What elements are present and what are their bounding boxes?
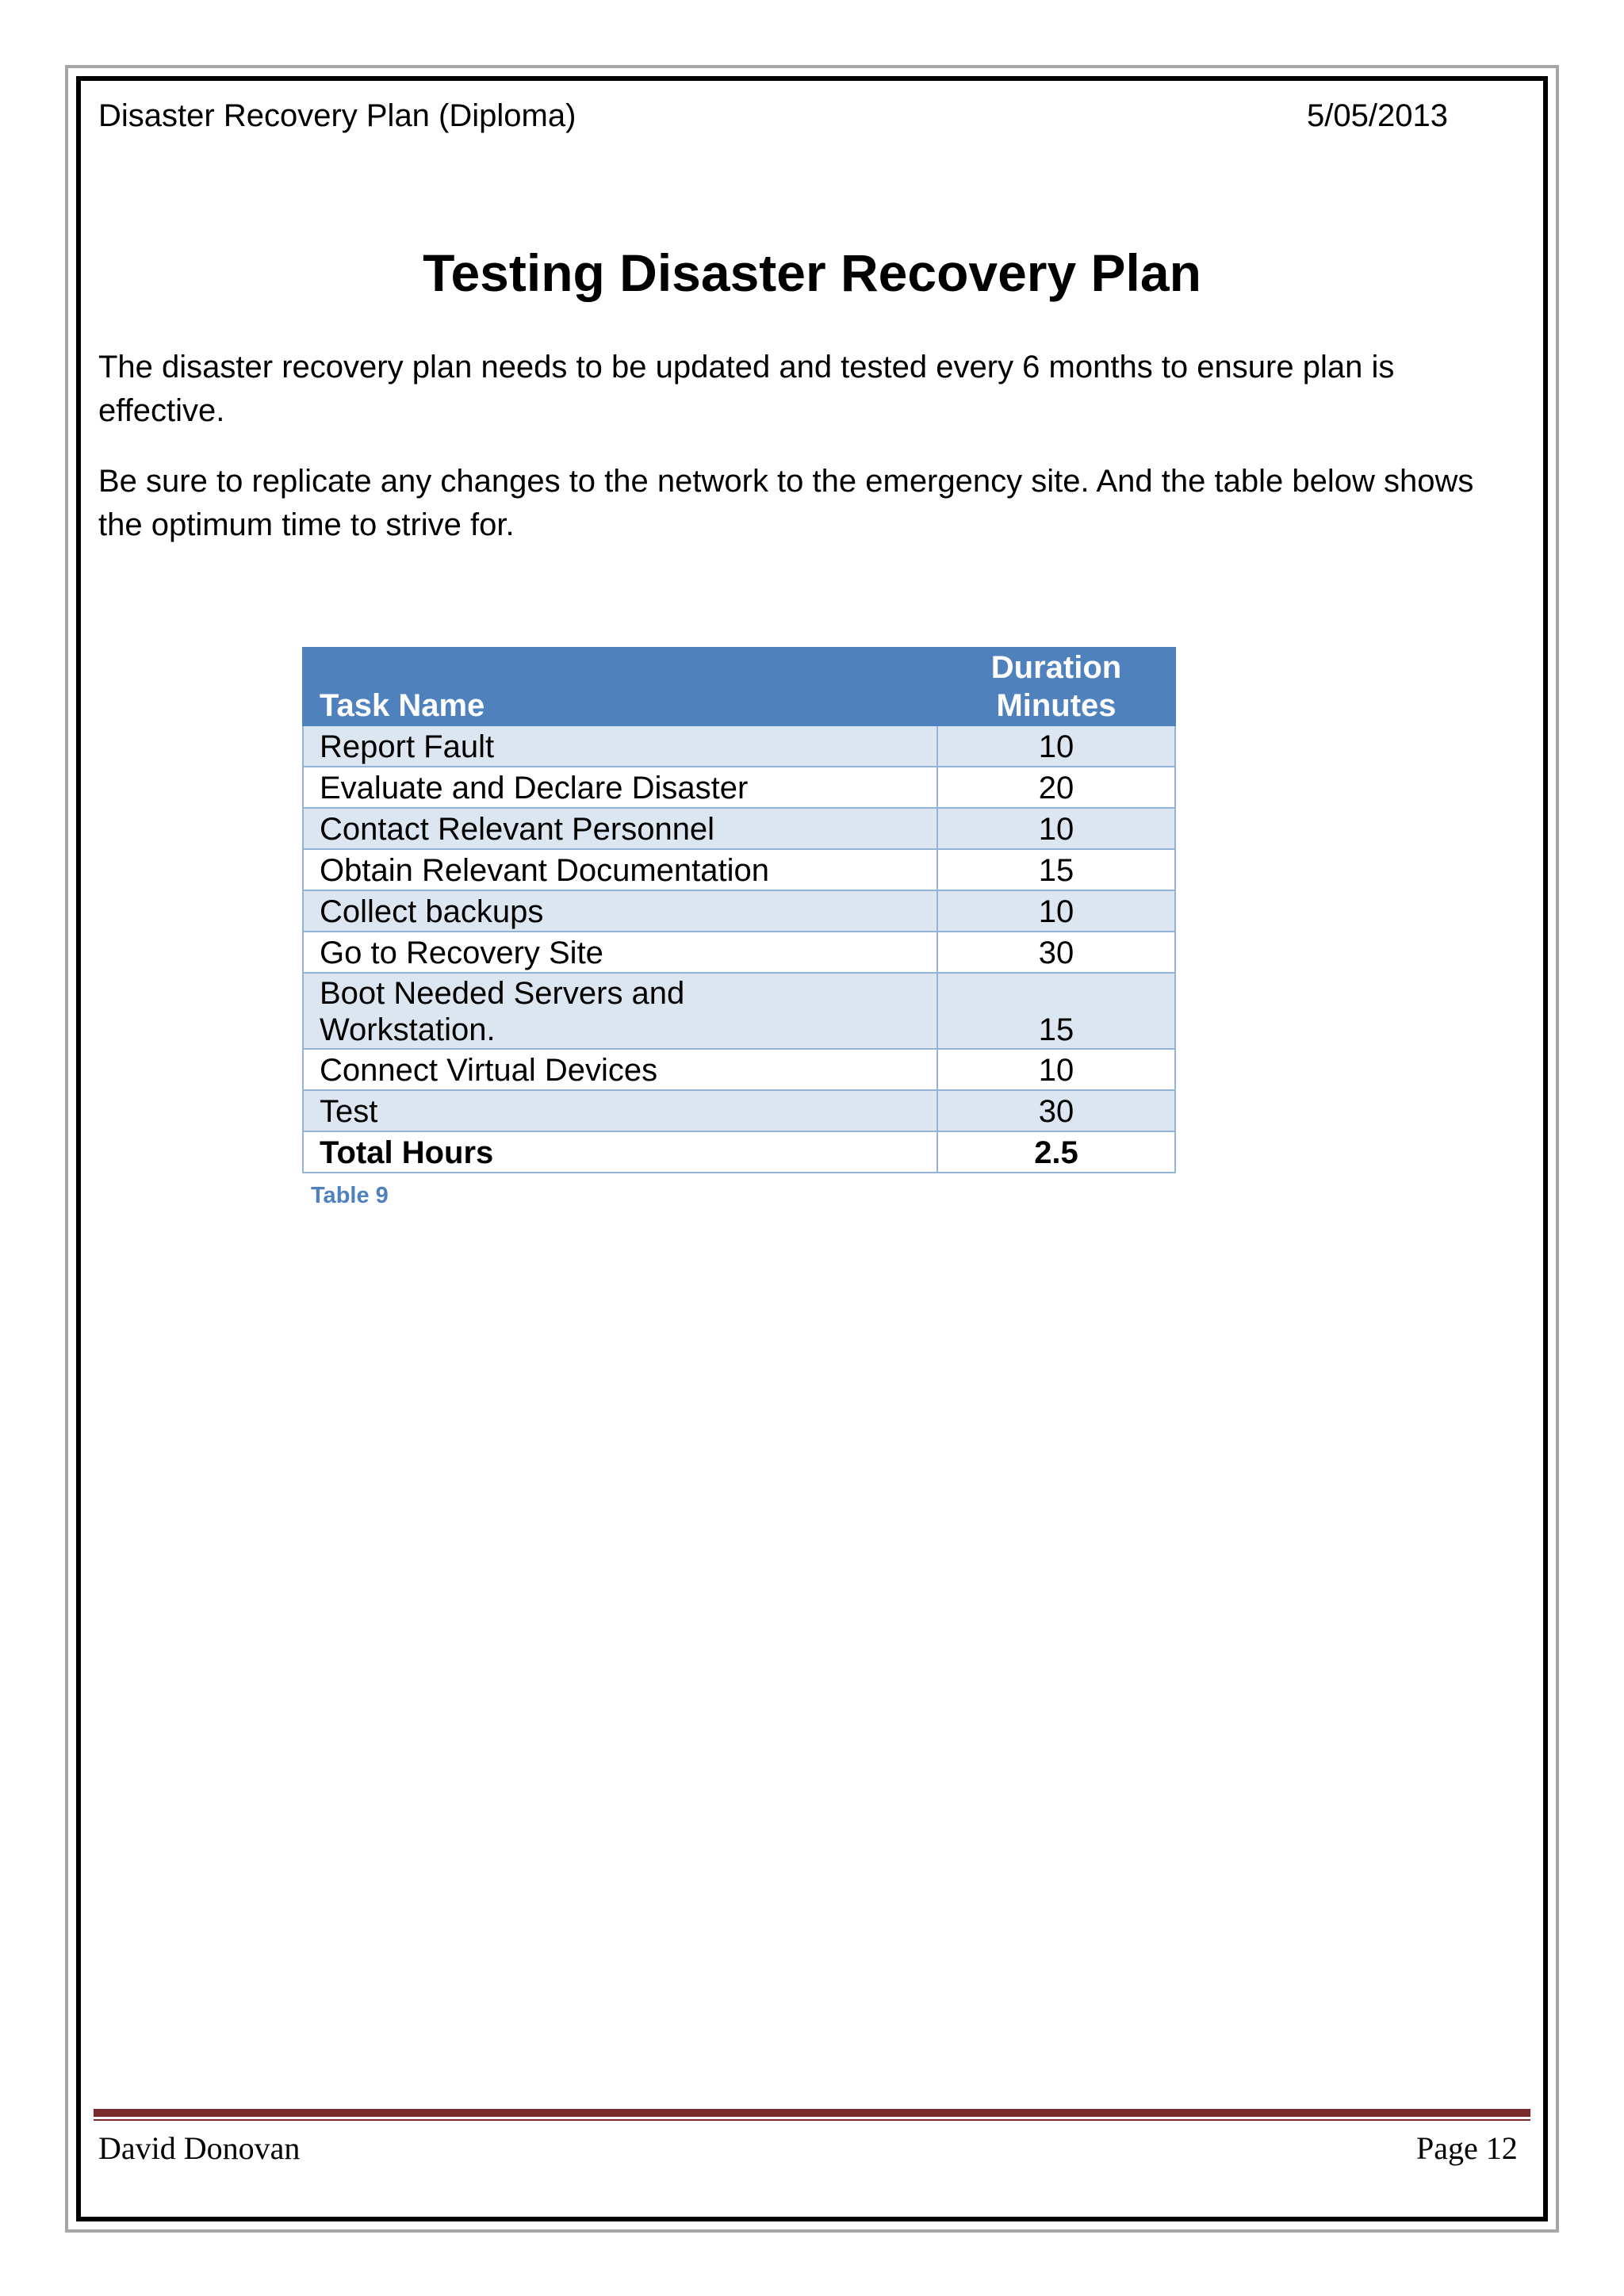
page-title: Testing Disaster Recovery Plan (423, 243, 1201, 303)
duration-cell: 30 (937, 932, 1175, 973)
task-name-cell: Report Fault (303, 725, 937, 767)
table-row (303, 808, 1175, 849)
task-name-cell: Collect backups (303, 890, 937, 932)
duration-cell: 15 (937, 973, 1175, 1049)
duration-cell: 10 (937, 890, 1175, 932)
footer-rule (94, 2109, 1530, 2117)
duration-cell: 10 (937, 808, 1175, 849)
task-name-cell: Go to Recovery Site (303, 932, 937, 973)
table-header-row (303, 648, 1175, 725)
table-row (303, 973, 1175, 1049)
table-row (303, 1090, 1175, 1131)
task-name-cell: Connect Virtual Devices (303, 1049, 937, 1090)
task-name-cell (303, 973, 937, 1049)
task-name-cell: Contact Relevant Personnel (303, 808, 937, 849)
table-row (303, 725, 1175, 767)
total-label-cell: Total Hours (303, 1131, 937, 1173)
table-row (303, 932, 1175, 973)
task-name-cell: Evaluate and Declare Disaster (303, 767, 937, 808)
footer-page-number: Page 12 (1416, 2130, 1518, 2166)
table-row (303, 767, 1175, 808)
column-header-task-name: Task Name (303, 648, 937, 725)
footer-author: David Donovan (98, 2130, 301, 2166)
duration-cell: 10 (937, 1049, 1175, 1090)
table-row (303, 1049, 1175, 1090)
task-name-line1: Boot Needed Servers and (320, 976, 685, 1011)
duration-cell: 10 (937, 725, 1175, 767)
table-row (303, 890, 1175, 932)
total-value-cell: 2.5 (937, 1131, 1175, 1173)
table-caption: Table 9 (311, 1183, 389, 1208)
recovery-time-table (302, 647, 1176, 1173)
footer-rule-thin (94, 2119, 1530, 2121)
header-date: 5/05/2013 (1307, 98, 1448, 133)
table-row (303, 849, 1175, 890)
paragraph-testing-frequency: The disaster recovery plan needs to be updated and tested every 6 months to ensure plan is effective. (98, 350, 1395, 428)
column-header-duration (937, 648, 1175, 725)
task-name-cell: Test (303, 1090, 937, 1131)
task-name-line2: Workstation. (320, 1012, 496, 1047)
column-header-duration-line2: Minutes (996, 688, 1116, 723)
duration-cell: 30 (937, 1090, 1175, 1131)
column-header-duration-line1: Duration (990, 650, 1122, 685)
paragraph-replicate-changes: Be sure to replicate any changes to the network to the emergency site. And the table below shows the optimum time to strive for. (98, 464, 1474, 542)
duration-cell: 20 (937, 767, 1175, 808)
task-name-cell: Obtain Relevant Documentation (303, 849, 937, 890)
header-document-title: Disaster Recovery Plan (Diploma) (98, 98, 576, 133)
table-total-row (303, 1131, 1175, 1173)
duration-cell: 15 (937, 849, 1175, 890)
